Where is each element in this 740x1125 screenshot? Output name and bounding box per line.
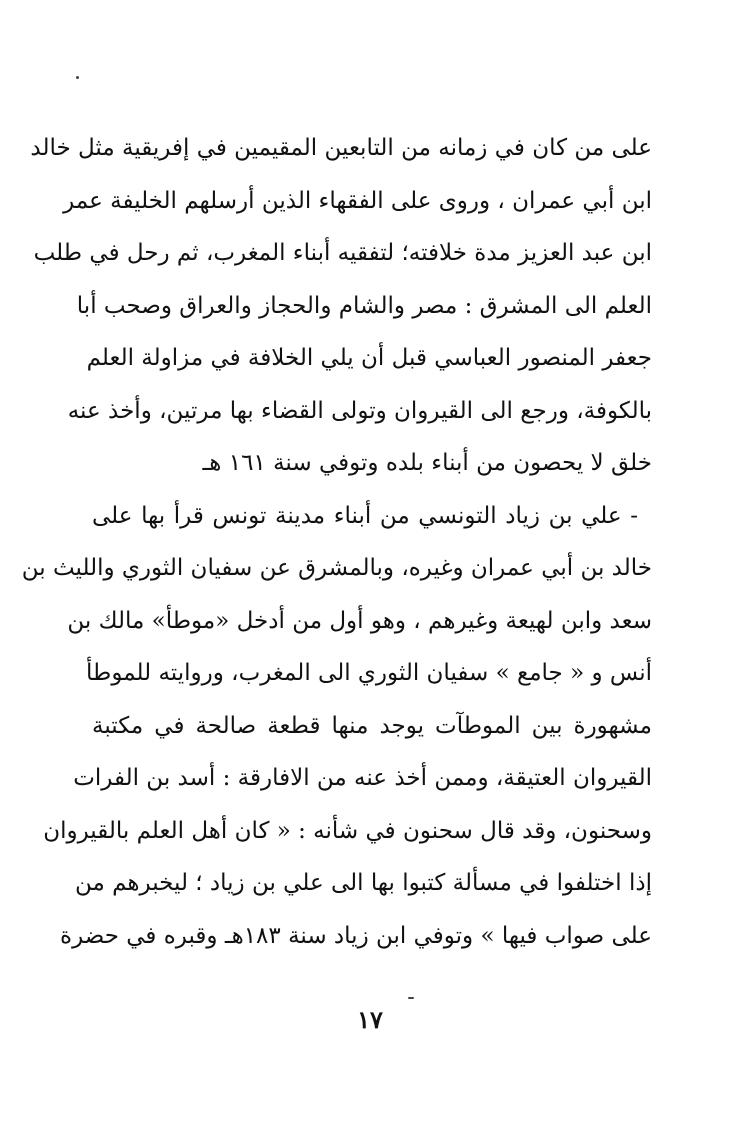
ink-speck <box>408 997 414 999</box>
page-number: ١٧ <box>357 1005 383 1034</box>
text-line: وسحنون، وقد قال سحنون في شأنه : « كان أهل العلم بالقيروان <box>43 817 652 844</box>
text-line: على صواب فيها » وتوفي ابن زياد سنة ١٨٣هـ وقبره في حضرة <box>60 922 652 949</box>
body-text <box>21 122 652 962</box>
text-line: على من كان في زمانه من التابعين المقيمين في إفريقية مثل خالد <box>30 135 652 161</box>
text-line: - علي بن زياد التونسي من أبناء مدينة تونس قرأ بها على <box>92 502 638 529</box>
text-line: ابن أبي عمران ، وروى على الفقهاء الذين أرسلهم الخليفة عمر <box>63 187 652 214</box>
text-line: أنس و « جامع » سفيان الثوري الى المغرب، وروايته للموطأ <box>86 660 652 686</box>
text-line: سعد وابن لهيعة وغيرهم ، وهو أول من أدخل «موطأ» مالك بن <box>67 607 652 634</box>
text-line: مشهورة بين الموطآت يوجد منها قطعة صالحة في مكتبة <box>92 712 652 739</box>
text-line: خالد بن أبي عمران وغيره، وبالمشرق عن سفيان الثوري والليث بن <box>21 555 652 581</box>
text-line: بالكوفة، ورجع الى القيروان وتولى القضاء بها مرتين، وأخذ عنه <box>67 397 652 424</box>
text-line: العلم الى المشرق : مصر والشام والحجاز والعراق وصحب أبا <box>76 292 652 319</box>
ink-speck <box>76 76 79 79</box>
text-line: إذا اختلفوا في مسألة كتبوا بها الى علي بن زياد ؛ ليخبرهم من <box>74 870 652 896</box>
text-line: جعفر المنصور العباسي قبل أن يلي الخلافة في مزاولة العلم <box>86 345 652 371</box>
text-line: ابن عبد العزيز مدة خلافته؛ لتفقيه أبناء المغرب، ثم رحل في طلب <box>33 240 652 266</box>
text-line: خلق لا يحصون من أبناء بلده وتوفي سنة ١٦١ هـ <box>202 450 652 476</box>
text-line: القيروان العتيقة، وممن أخذ عنه من الافارقة : أسد بن الفرات <box>73 765 652 791</box>
